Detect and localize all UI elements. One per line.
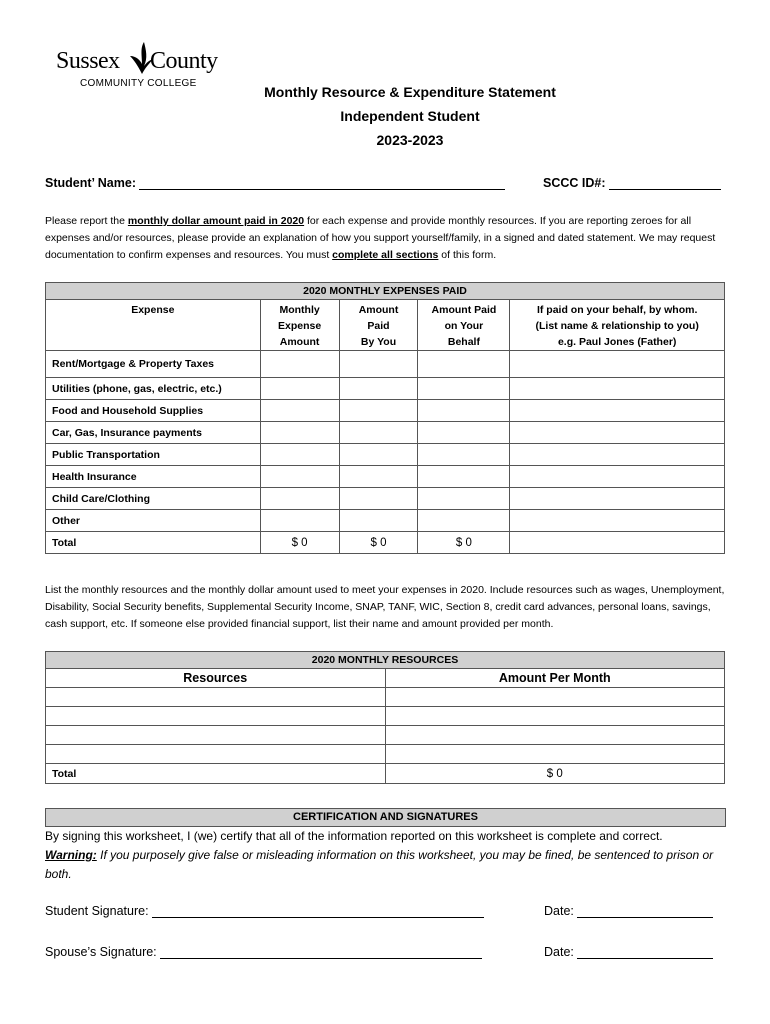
logo-subtitle: COMMUNITY COLLEGE xyxy=(80,78,197,89)
expense-input-cell[interactable] xyxy=(510,400,725,422)
amount-column-header: Amount Per Month xyxy=(385,669,725,688)
resource-name-cell[interactable] xyxy=(46,726,386,745)
expense-input-cell[interactable] xyxy=(510,488,725,510)
expense-input-cell[interactable] xyxy=(510,466,725,488)
expense-input-cell[interactable] xyxy=(260,378,339,400)
expense-input-cell[interactable] xyxy=(260,466,339,488)
spouse-signature-label: Spouse’s Signature: xyxy=(45,945,157,959)
column-header-line: Amount xyxy=(279,336,320,348)
expense-label: Health Insurance xyxy=(46,466,261,488)
column-header-line: Behalf xyxy=(447,336,480,348)
expense-input-cell[interactable] xyxy=(418,466,510,488)
expense-input-cell[interactable] xyxy=(510,444,725,466)
expense-input-cell[interactable] xyxy=(510,510,725,532)
expense-label: Public Transportation xyxy=(46,444,261,466)
expense-input-cell[interactable] xyxy=(510,532,725,554)
expense-column-header xyxy=(46,300,261,351)
intro-emphasis-1: monthly dollar amount paid in 2020 xyxy=(127,215,305,227)
form-subtitle: Independent Student xyxy=(340,108,480,124)
expense-input-cell[interactable] xyxy=(260,510,339,532)
expense-input-cell[interactable] xyxy=(260,488,339,510)
monthly-amount-column-header xyxy=(260,300,339,351)
paid-by-you-column-header xyxy=(339,300,418,351)
student-date-field xyxy=(544,902,713,918)
resource-amount-cell[interactable] xyxy=(385,745,725,764)
resource-name-cell[interactable] xyxy=(46,707,386,726)
expense-label: Utilities (phone, gas, electric, etc.) xyxy=(46,378,261,400)
intro-text-1: Please report the xyxy=(45,215,128,227)
expense-row xyxy=(46,422,725,444)
expense-label: Food and Household Supplies xyxy=(46,400,261,422)
expense-input-cell[interactable] xyxy=(510,378,725,400)
column-header-line: Expense xyxy=(131,304,175,316)
student-signature-label: Student Signature: xyxy=(45,904,149,918)
expense-input-cell[interactable] xyxy=(260,351,339,378)
expense-row xyxy=(46,351,725,378)
expense-input-cell[interactable] xyxy=(418,444,510,466)
resources-column-header: Resources xyxy=(46,669,386,688)
logo-word-sussex: Sussex xyxy=(56,48,120,74)
expense-input-cell[interactable] xyxy=(260,400,339,422)
expenses-header: 2020 MONTHLY EXPENSES PAID xyxy=(46,283,725,300)
spouse-date-label: Date: xyxy=(544,945,574,959)
student-signature-field xyxy=(45,902,484,918)
expense-input-cell[interactable] xyxy=(260,444,339,466)
expense-row xyxy=(46,400,725,422)
column-header-line: e.g. Paul Jones (Father) xyxy=(557,336,677,348)
expenses-total-value: $ 0 xyxy=(339,532,418,554)
expense-input-cell[interactable] xyxy=(339,378,418,400)
intro-text-3: of this form. xyxy=(438,249,497,261)
column-header-line: (List name & relationship to you) xyxy=(535,320,699,332)
expense-input-cell[interactable] xyxy=(339,422,418,444)
form-title: Monthly Resource & Expenditure Statement xyxy=(264,84,556,100)
instructions-paragraph xyxy=(45,213,735,264)
sccc-id-input[interactable] xyxy=(609,175,721,190)
resource-amount-cell[interactable] xyxy=(385,688,725,707)
paid-on-behalf-column-header xyxy=(418,300,510,351)
expense-row xyxy=(46,378,725,400)
resources-instructions: List the monthly resources and the monthly dollar amount used to meet your expenses in 2020. Include resources such as wages, Unemployment, Disability, Social Security benefits, Supplemental Security Income, SNAP, TANF, WIC, Section 8, credit card advances, personal loans, savings, cash support, etc. If someone else provided financial support, list their name and amount provided per month. xyxy=(45,584,725,630)
resources-total-label: Total xyxy=(46,764,386,784)
expense-input-cell[interactable] xyxy=(418,400,510,422)
expense-input-cell[interactable] xyxy=(418,351,510,378)
intro-emphasis-2: complete all sections xyxy=(332,249,439,261)
expense-input-cell[interactable] xyxy=(339,488,418,510)
expense-label: Car, Gas, Insurance payments xyxy=(46,422,261,444)
student-date-label: Date: xyxy=(544,904,574,918)
expense-row xyxy=(46,488,725,510)
certification-statement: By signing this worksheet, I (we) certify that all of the information reported on this worksheet is complete and correct. xyxy=(45,829,663,843)
expenses-total-row xyxy=(46,532,725,554)
column-header-line: on Your xyxy=(444,320,484,332)
warning-label: Warning: xyxy=(45,848,97,862)
expense-input-cell[interactable] xyxy=(339,466,418,488)
student-name-field xyxy=(45,175,505,190)
expense-row xyxy=(46,444,725,466)
expense-input-cell[interactable] xyxy=(418,378,510,400)
expense-input-cell[interactable] xyxy=(339,351,418,378)
warning-paragraph xyxy=(45,846,735,884)
column-header-line: If paid on your behalf, by whom. xyxy=(536,304,698,316)
sccc-id-label: SCCC ID#: xyxy=(543,176,606,190)
column-header-line: By You xyxy=(360,336,397,348)
resource-name-cell[interactable] xyxy=(46,688,386,707)
spouse-date-field xyxy=(544,943,713,959)
resources-header: 2020 MONTHLY RESOURCES xyxy=(46,652,725,669)
spouse-signature-input[interactable] xyxy=(160,943,482,959)
student-date-input[interactable] xyxy=(577,902,713,918)
expense-input-cell[interactable] xyxy=(510,351,725,378)
student-name-label: Student’ Name: xyxy=(45,176,136,190)
expenses-total-value: $ 0 xyxy=(418,532,510,554)
certification-header: CERTIFICATION AND SIGNATURES xyxy=(45,808,726,827)
expense-input-cell[interactable] xyxy=(418,510,510,532)
expense-row xyxy=(46,510,725,532)
expense-label: Child Care/Clothing xyxy=(46,488,261,510)
form-year: 2023-2023 xyxy=(376,132,444,148)
column-header-line: Amount xyxy=(358,304,399,316)
resources-total-value: $ 0 xyxy=(385,764,725,784)
column-header-line: Monthly xyxy=(279,304,320,316)
paid-by-whom-column-header xyxy=(510,300,725,351)
expenses-total-label: Total xyxy=(46,532,261,554)
expense-label: Other xyxy=(46,510,261,532)
expenses-table xyxy=(45,282,725,554)
logo-word-county: County xyxy=(150,48,218,74)
spouse-date-input[interactable] xyxy=(577,943,713,959)
resource-amount-cell[interactable] xyxy=(385,707,725,726)
expense-label: Rent/Mortgage & Property Taxes xyxy=(46,351,261,378)
spouse-signature-field xyxy=(45,943,482,959)
intro-text-2: for each expense and provide monthly resources. If you are reporting zeroes for all expenses and/or resources, please provide an explanation of how you support yourself/family, in a signed and dated statement. We may request documentation to confirm expenses and resources. You must xyxy=(45,215,716,261)
student-name-input[interactable] xyxy=(139,175,505,190)
column-header-line: Expense xyxy=(278,320,322,332)
expense-input-cell[interactable] xyxy=(339,400,418,422)
warning-text: If you purposely give false or misleading information on this worksheet, you may be fined, be sentenced to prison or both. xyxy=(45,848,714,881)
expenses-total-value: $ 0 xyxy=(260,532,339,554)
expense-input-cell[interactable] xyxy=(260,422,339,444)
expense-input-cell[interactable] xyxy=(339,510,418,532)
resources-table xyxy=(45,651,725,784)
expense-input-cell[interactable] xyxy=(339,444,418,466)
expense-input-cell[interactable] xyxy=(510,422,725,444)
expense-input-cell[interactable] xyxy=(418,422,510,444)
expense-row xyxy=(46,466,725,488)
resource-amount-cell[interactable] xyxy=(385,726,725,745)
student-signature-input[interactable] xyxy=(152,902,484,918)
column-header-line: Amount Paid xyxy=(431,304,497,316)
expense-input-cell[interactable] xyxy=(418,488,510,510)
resource-name-cell[interactable] xyxy=(46,745,386,764)
column-header-line: Paid xyxy=(367,320,390,332)
sccc-id-field xyxy=(543,175,721,190)
